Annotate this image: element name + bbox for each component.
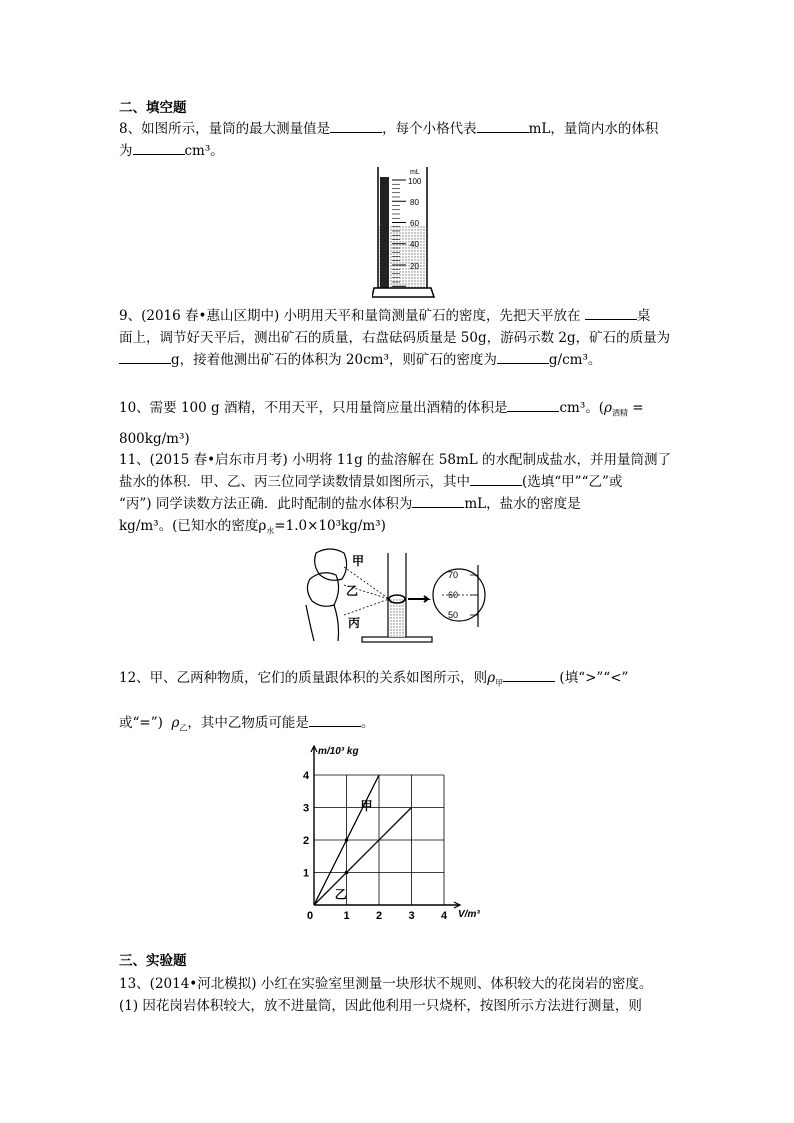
mass-volume-chart: [296, 742, 496, 922]
q8-text: cm³。: [184, 143, 224, 159]
rho-symbol: ρ: [604, 400, 612, 416]
q12-text: 。: [360, 715, 375, 731]
answer-blank[interactable]: [470, 471, 522, 486]
q9-text: 面上，调节好天平后，测出矿石的质量，右盘砝码质量是 50g，游码示数 2g，矿石的质量为: [119, 330, 671, 346]
question-12: [119, 667, 679, 695]
question-8: [119, 118, 679, 162]
section-title: 三、实验题: [119, 953, 187, 969]
q11-text: kg/m³。(已知水的密度ρ: [119, 518, 267, 534]
q11-text: 盐水的体积．甲、乙、丙三位同学读数情景如图所示，其中: [119, 474, 470, 490]
y-axis-label: m/10³ kg: [318, 746, 359, 757]
answer-blank[interactable]: [309, 712, 361, 727]
q10-text: =: [627, 400, 644, 416]
series-point-0: [345, 838, 349, 842]
rho-subscript: 酒精: [611, 408, 628, 418]
answer-blank[interactable]: [497, 349, 549, 364]
q11-text: 11、(2015 春•启东市月考) 小明将 11g 的盐溶解在 58mL 的水配制成盐水，并用量筒测了: [119, 452, 672, 468]
q11-text: (选填“甲”“乙”或: [522, 474, 623, 490]
answer-blank[interactable]: [507, 397, 559, 412]
answer-blank[interactable]: [133, 140, 185, 155]
tick-label-20: 20: [410, 262, 419, 271]
x-axis-label: V/m³: [458, 909, 480, 920]
q10-text: 800kg/m³): [119, 431, 190, 447]
zoom-tick-60: 60: [448, 590, 459, 600]
x-tick-label: 0: [307, 910, 314, 922]
q9-text: 9、(2016 春•惠山区期中) 小明用天平和量筒测量矿石的密度，先把天平放在: [119, 308, 581, 324]
q11-text: =1.0×10³kg/m³): [274, 518, 386, 534]
q11-text: “丙”) 同学读数方法正确．此时配制的盐水体积为: [119, 496, 413, 512]
rho-symbol: ρ: [487, 670, 496, 686]
x-tick-label: 1: [343, 910, 350, 922]
q9-text: 桌: [636, 308, 651, 324]
q8-text: mL，量筒内水的体积: [528, 121, 659, 137]
zoom-tick-70: 70: [448, 570, 459, 580]
answer-blank[interactable]: [585, 305, 637, 320]
answer-blank[interactable]: [412, 493, 464, 508]
tick-label-80: 80: [410, 198, 419, 207]
rho-symbol: ρ: [171, 715, 180, 731]
q13-text: (1) 因花岗岩体积较大，放不进量筒，因此他利用一只烧杯，按图所示方法进行测量，则: [119, 998, 642, 1014]
q13-text: 13、(2014•河北模拟) 小红在实验室里测量一块形状不规则、体积较大的花岗岩的密度。: [119, 976, 653, 992]
y-tick-label: 3: [303, 802, 310, 815]
q8-text: ，每个小格代表: [382, 121, 477, 137]
y-tick-label: 2: [303, 835, 310, 847]
x-tick-label: 2: [376, 910, 383, 922]
answer-blank[interactable]: [477, 118, 529, 133]
tick-label-100: 100: [408, 177, 422, 186]
question-10-cont: [119, 428, 679, 450]
x-tick-label: 3: [408, 910, 415, 922]
tick-label-60: 60: [410, 219, 419, 228]
question-12-cont: [119, 712, 679, 740]
rho-subscript: 乙: [179, 723, 188, 733]
q9-text: g/cm³。: [548, 352, 602, 368]
reader-label-yi: 乙: [346, 584, 359, 598]
answer-blank[interactable]: [330, 118, 382, 133]
series-label-1: 乙: [334, 887, 347, 902]
question-10: [119, 397, 679, 425]
graduated-cylinder-figure: [372, 163, 442, 301]
reading-method-figure: [300, 545, 495, 645]
series-label-0: 甲: [360, 799, 373, 813]
y-tick-label: 1: [303, 867, 310, 880]
zoom-tick-50: 50: [448, 610, 459, 620]
reader-label-bing: 丙: [348, 616, 361, 630]
q8-text: 8、如图所示，量筒的最大测量值是: [119, 121, 331, 137]
answer-blank[interactable]: [503, 667, 555, 682]
question-11: [119, 449, 679, 543]
tick-label-40: 40: [410, 240, 419, 249]
q10-text: 10、需要 100 g 酒精，不用天平，只用量筒应量出酒精的体积是: [119, 400, 508, 416]
q12-text: (填“>”“<”: [559, 670, 629, 686]
section-title: 二、填空题: [119, 100, 187, 116]
x-tick-label: 4: [441, 910, 448, 922]
series-line-1: [314, 808, 412, 906]
question-9: [119, 305, 679, 371]
q12-text: 12、甲、乙两种物质，它们的质量跟体积的关系如图所示，则: [119, 670, 488, 686]
answer-blank[interactable]: [119, 349, 171, 364]
y-tick-label: 4: [303, 770, 310, 782]
question-13: [119, 973, 679, 1017]
reader-label-jia: 甲: [352, 554, 365, 568]
q8-text: 为: [119, 143, 133, 159]
rho-subscript: 甲: [495, 678, 504, 688]
q9-text: g，接着他测出矿石的体积为 20cm³，则矿石的密度为: [171, 352, 497, 368]
q12-text: ，其中乙物质可能是: [187, 715, 309, 731]
cylinder-unit: mL: [410, 169, 420, 176]
q10-text: cm³。(: [559, 400, 605, 416]
q12-text: 或“=”): [119, 715, 163, 731]
q11-text: mL，盐水的密度是: [464, 496, 581, 512]
rho-subscript: 水: [266, 526, 275, 536]
series-point-1: [345, 871, 349, 875]
